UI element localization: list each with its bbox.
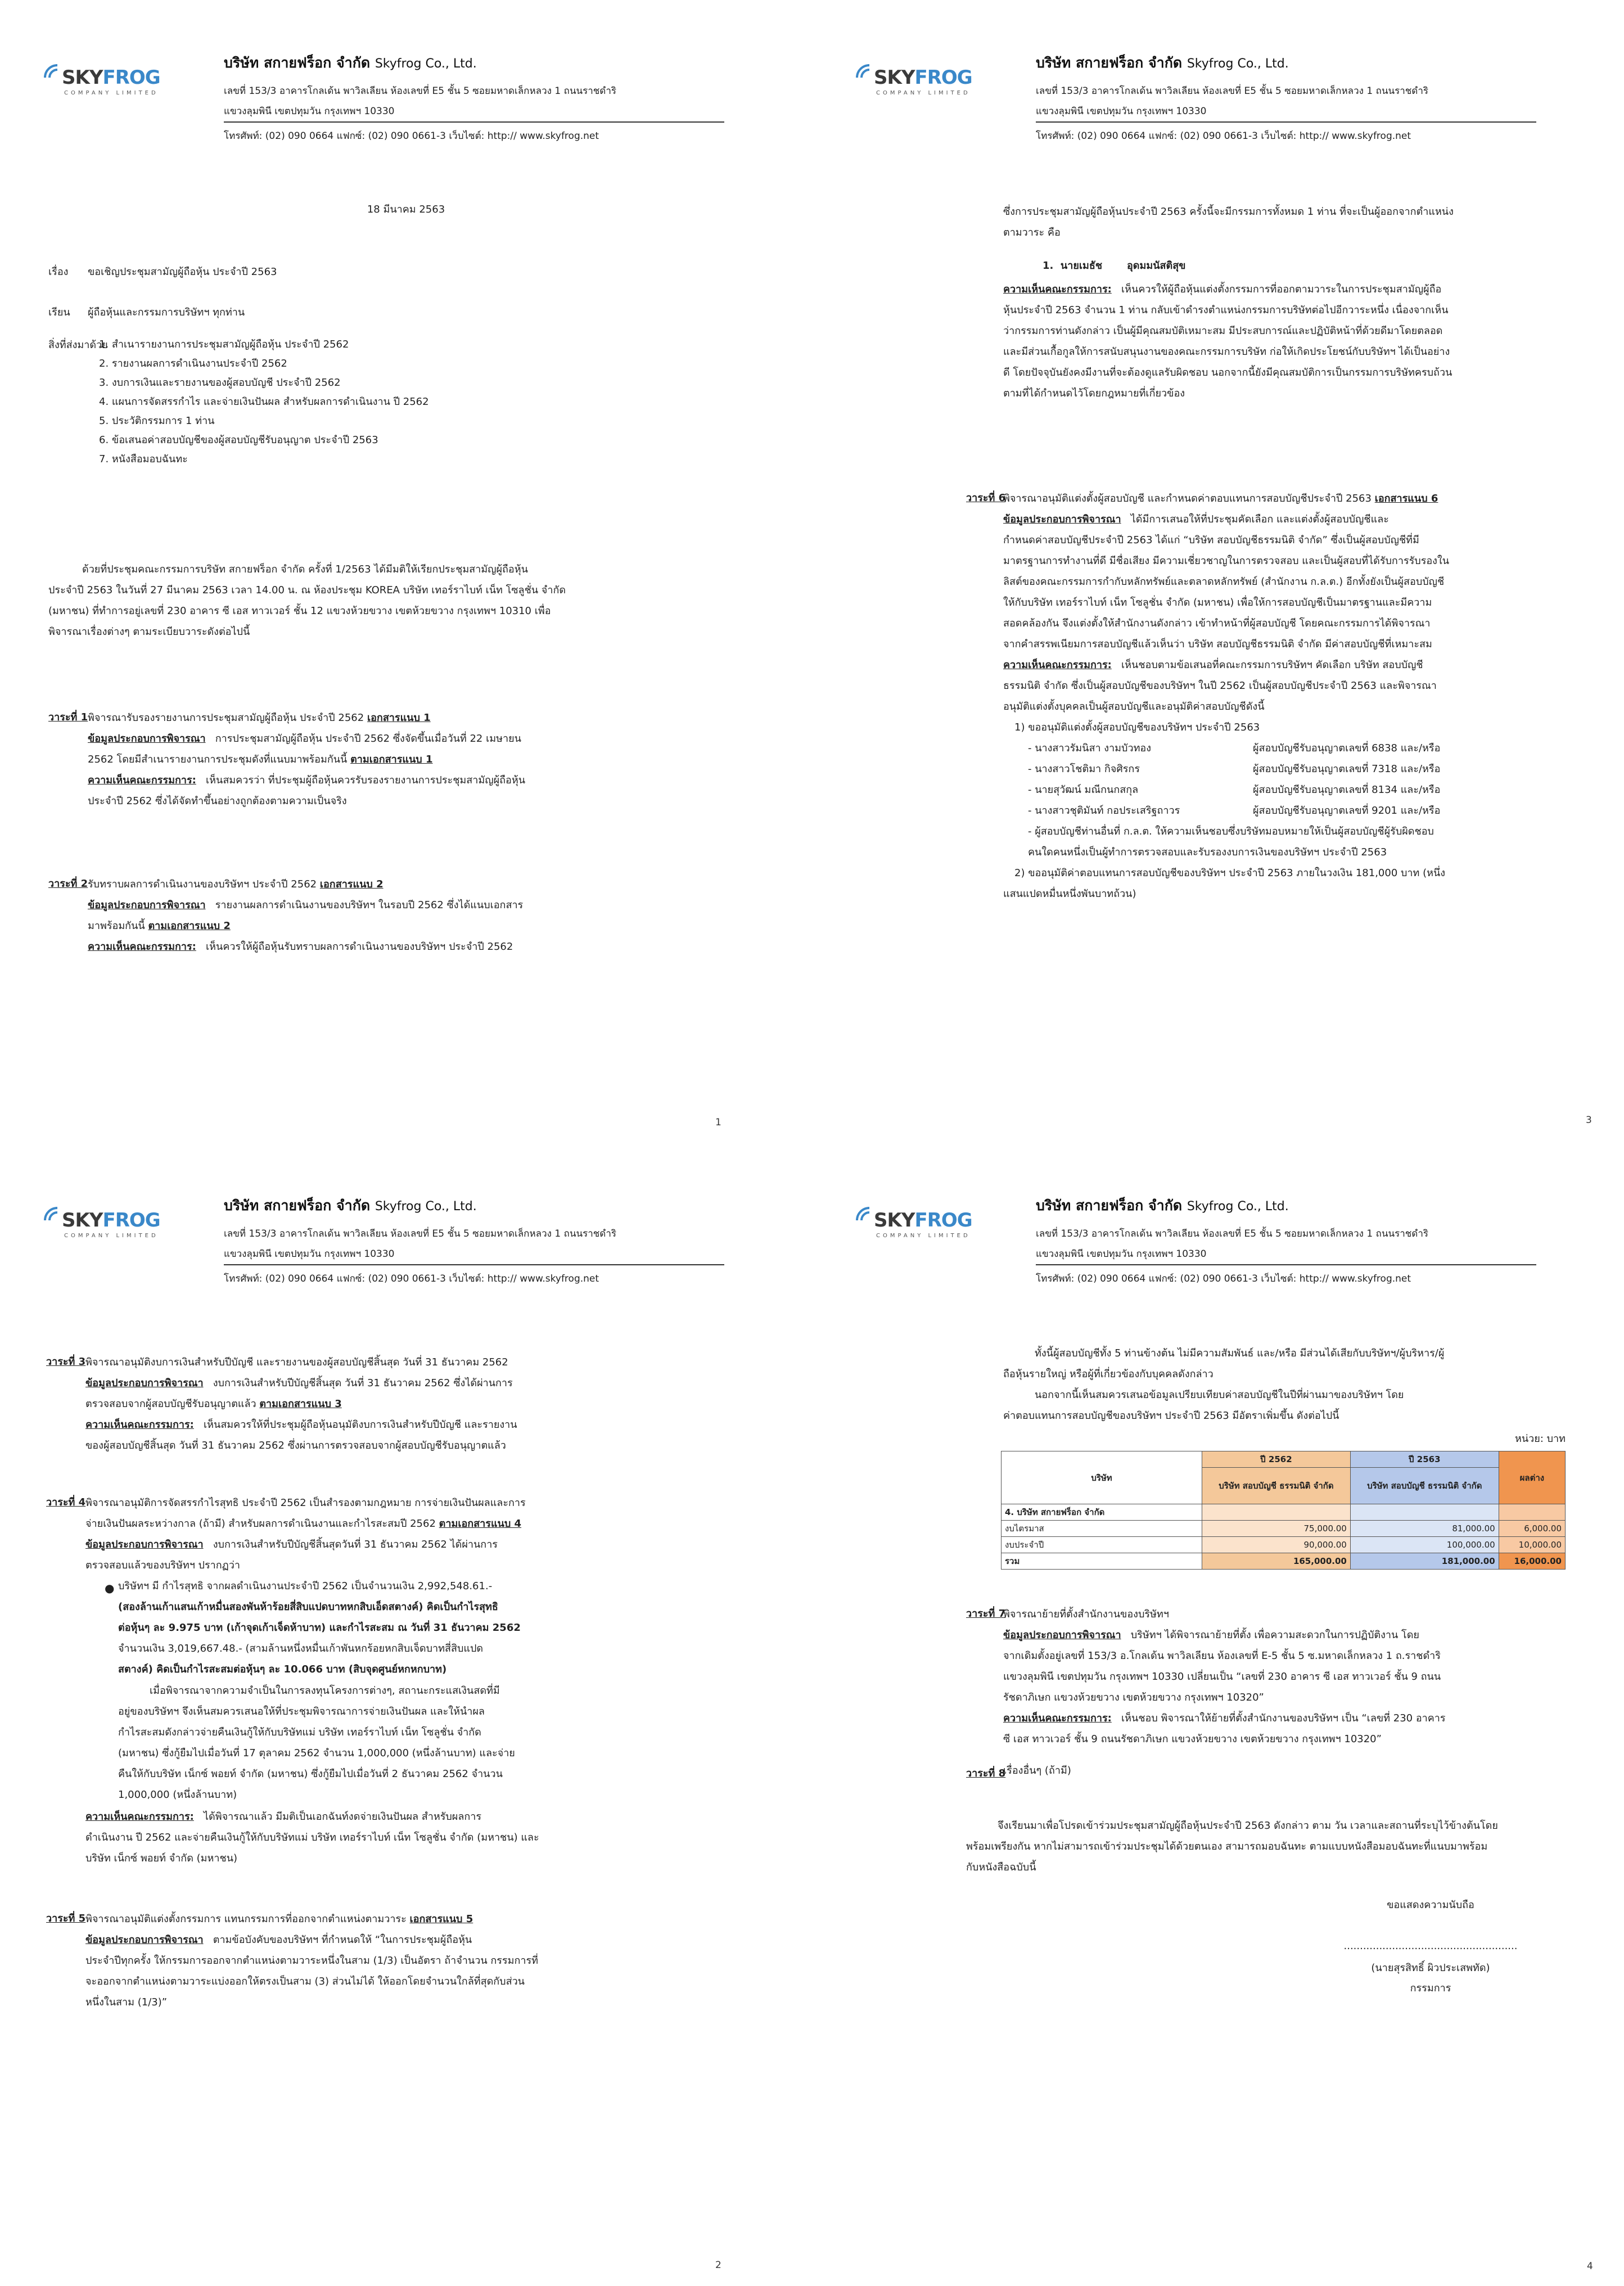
table-header-auditor-2562: บริษัท สอบบัญชี ธรรมนิติ จำกัด bbox=[1202, 1468, 1351, 1504]
signer-name: (นายสุรสิทธิ์ ผิวประเสพทัด) bbox=[1371, 1962, 1490, 1974]
subject-text: ขอเชิญประชุมสามัญผู้ถือหุ้น ประจำปี 2563 bbox=[88, 266, 277, 278]
intro-paragraph: ด้วยที่ประชุมคณะกรรมการบริษัท สกายฟร็อก จำกัด ครั้งที่ 1/2563 ได้มีมติให้เรียกประชุมสามัญผู้ถือหุ้น ประจำปี 2563 ในวันที่ 27 มีนาคม 2563 เวลา 14.00 น. ณ ห้องประชุม KOREA บริษัท เทอร์ราไบท์ เน็ท โซลูชั่น จำกัด (มหาชน) ที่ทำการอยู่เลขที่ 230 อาคาร ซี เอส ทาวเวอร์ ชั้น 12 แขวงห้วยขวาง เขตห้วยขวาง กรุงเทพฯ 10310 เพื่อ พิจารณาเรื่องต่างๆ ตามระเบียบวาระดังต่อไปนี้ bbox=[48, 563, 566, 638]
company-name: บริษัท สกายฟร็อก จำกัด Skyfrog Co., Ltd. bbox=[224, 55, 477, 71]
company-name: บริษัท สกายฟร็อก จำกัด Skyfrog Co., Ltd. bbox=[224, 1197, 477, 1214]
agenda-2-label: วาระที่ 2 bbox=[48, 878, 88, 890]
table-header-2563: ปี 2563 bbox=[1350, 1451, 1499, 1468]
table-header-company: บริษัท bbox=[1002, 1451, 1202, 1504]
item-2-text: 2) ขออนุมัติค่าตอบแทนการสอบบัญชีของบริษัทฯ ประจำปี 2563 ภายในวงเงิน 181,000 บาท (หนึ่ง แสนแปดหมื่นหนึ่งพันบาทถ้วน) bbox=[1003, 867, 1446, 900]
page-3 bbox=[812, 0, 1624, 1143]
table-row: งบไตรมาส 75,000.00 81,000.00 6,000.00 bbox=[1002, 1521, 1566, 1537]
company-logo: SKYFROG COMPANY LIMITED bbox=[852, 61, 1021, 111]
list-item: 5. ประวัติกรรมการ 1 ท่าน bbox=[99, 415, 215, 427]
header-divider bbox=[224, 121, 724, 123]
contact-line: โทรศัพท์: (02) 090 0664 แฟกซ์: (02) 090 0661-3 เว็บไซต์: http:// www.skyfrog.net bbox=[224, 130, 599, 142]
agenda-4-opinion: ความเห็นคณะกรรมการ: ได้พิจารณาแล้ว มีมติเป็นเอกฉันท์งดจ่ายเงินปันผล สำหรับผลการ ดำเนินงาน ปี 2562 และจ่ายคืนเงินกู้ให้กับบริษัทแม่ บริษัท เทอร์ราไบท์ เน็ท โซลูชั่น จำกัด (มหาชน) และ บริษัท เน็กซ์ พอยท์ จำกัด (มหาชน) bbox=[85, 1811, 539, 1864]
address-line-1: เลขที่ 153/3 อาคารโกลเด้น พาวิลเลียน ห้องเลขที่ E5 ชั้น 5 ซอยมหาดเล็กหลวง 1 ถนนราชดำริ bbox=[1036, 85, 1429, 97]
list-item: 1. สำเนารายงานการประชุมสามัญผู้ถือหุ้น ประจำปี 2562 bbox=[99, 339, 349, 350]
table-row: งบประจำปี 90,000.00 100,000.00 10,000.00 bbox=[1002, 1537, 1566, 1553]
header-divider bbox=[1036, 121, 1536, 123]
address-line-2: แขวงลุมพินี เขตปทุมวัน กรุงเทพฯ 10330 bbox=[1036, 1248, 1207, 1260]
to-text: ผู้ถือหุ้นและกรรมการบริษัทฯ ทุกท่าน bbox=[88, 306, 245, 318]
page-number: 3 bbox=[1586, 1115, 1592, 1126]
table-header-2562: ปี 2562 bbox=[1202, 1451, 1351, 1468]
list-item: 6. ข้อเสนอค่าสอบบัญชีของผู้สอบบัญชีรับอนุญาต ประจำปี 2563 bbox=[99, 434, 378, 446]
bullet-icon: ● bbox=[105, 1581, 115, 1595]
agenda-4-body: พิจารณาอนุมัติการจัดสรรกำไรสุทธิ ประจำปี 2562 เป็นสำรองตามกฎหมาย การจ่ายเงินปันผลและการ จ่ายเงินปันผลระหว่างกาล (ถ้ามี) สำหรับผลการดำเนินงานและกำไรสะสมปี 2562 ตามเอกสารแนบ 4 ข้อมูลประกอบการพิจารณา งบการเงินสำหรับปีบัญชีสิ้นสุดวันที่ 31 ธันวาคม 2562 ได้ผ่านการ ตรวจสอบแล้วของบริษัทฯ ปรากฏว่า bbox=[85, 1497, 526, 1571]
page-number: 4 bbox=[1587, 2261, 1593, 2272]
signature-line: ...................................................... bbox=[1343, 1940, 1518, 1952]
company-name: บริษัท สกายฟร็อก จำกัด Skyfrog Co., Ltd. bbox=[1036, 1197, 1289, 1214]
address-line-2: แขวงลุมพินี เขตปทุมวัน กรุงเทพฯ 10330 bbox=[1036, 106, 1207, 117]
company-logo: SKYFROG COMPANY LIMITED bbox=[40, 61, 209, 111]
to-label: เรียน bbox=[48, 306, 70, 318]
list-item: - นางสาวโชติมา กิจศิรกร ผู้สอบบัญชีรับอนุญาตเลขที่ 7318 และ/หรือ bbox=[1028, 763, 1441, 775]
closing-paragraph: จึงเรียนมาเพื่อโปรดเข้าร่วมประชุมสามัญผู้ถือหุ้นประจำปี 2563 ดังกล่าว ตาม วัน เวลาและสถานที่ระบุไว้ข้างต้นโดย พร้อมเพรียงกัน หากไม่สามารถเข้าร่วมประชุมได้ด้วยตนเอง สามารถมอบฉันทะ ตามแบบหนังสือมอบฉันทะที่แนบมาพร้อม กับหนังสือฉบับนี้ bbox=[966, 1820, 1498, 1873]
subject-label: เรื่อง bbox=[48, 266, 69, 278]
unit-label: หน่วย: บาท bbox=[1515, 1433, 1566, 1445]
audit-fee-table bbox=[1001, 1451, 1566, 1570]
list-item: 7. หนังสือมอบฉันทะ bbox=[99, 453, 188, 465]
contact-line: โทรศัพท์: (02) 090 0664 แฟกซ์: (02) 090 0661-3 เว็บไซต์: http:// www.skyfrog.net bbox=[224, 1273, 599, 1284]
page-1 bbox=[0, 0, 812, 1143]
company-logo: SKYFROG COMPANY LIMITED bbox=[852, 1203, 1021, 1254]
agenda-6-label: วาระที่ 6 bbox=[966, 492, 1006, 504]
agenda-5-body: พิจารณาอนุมัติแต่งตั้งกรรมการ แทนกรรมการที่ออกจากตำแหน่งตามวาระ เอกสารแนบ 5 ข้อมูลประกอบการพิจารณา ตามข้อบังคับของบริษัทฯ ที่กำหนดให้ “ในการประชุมผู้ถือหุ้น ประจำปีทุกครั้ง ให้กรรมการออกจากตำแหน่งตามวาระหนึ่งในสาม (1/3) เป็นอัตรา ถ้าจำนวน กรรมการที่ จะออกจากตำแหน่งตามวาระแบ่งออกให้ตรงเป็นสาม (3) ส่วนไม่ได้ ให้ออกโดยจำนวนใกล้ที่สุดกับส่วน หนึ่งในสาม (1/3)” bbox=[85, 1913, 538, 2008]
page-4-intro: ทั้งนี้ผู้สอบบัญชีทั้ง 5 ท่านข้างต้น ไม่มีความสัมพันธ์ และ/หรือ มีส่วนได้เสียกับบริษัทฯ/ผู้บริหาร/ผู้ ถือหุ้นรายใหญ่ หรือผู้ที่เกี่ยวข้องกับบุคคลดังกล่าว นอกจากนี้เห็นสมควรเสนอข้อมูลเปรียบเทียบค่าสอบบัญชีในปีที่ผ่านมาของบริษัทฯ โดย ค่าตอบแทนการสอบบัญชีของบริษัทฯ ประจำปี 2563 มีอัตราเพิ่มขึ้น ดังต่อไปนี้ bbox=[1003, 1347, 1445, 1422]
agenda-8-label: วาระที่ 8 bbox=[966, 1768, 1006, 1779]
page-number: 2 bbox=[715, 2260, 721, 2271]
agenda-3-body: พิจารณาอนุมัติงบการเงินสำหรับปีบัญชี และรายงานของผู้สอบบัญชีสิ้นสุด วันที่ 31 ธันวาคม 2562 ข้อมูลประกอบการพิจารณา งบการเงินสำหรับปีบัญชีสิ้นสุด วันที่ 31 ธันวาคม 2562 ซึ่งได้ผ่านการ ตรวจสอบจากผู้สอบบัญชีรับอนุญาตแล้ว ตามเอกสารแนบ 3 ความเห็นคณะกรรมการ: เห็นสมควรให้ที่ประชุมผู้ถือหุ้นอนุมัติงบการเงินสำหรับปีบัญชี และรายงาน ของผู้สอบบัญชีสิ้นสุด วันที่ 31 ธันวาคม 2562 ซึ่งผ่านการตรวจสอบจากผู้สอบบัญชีรับอนุญาตแล้ว bbox=[85, 1356, 517, 1451]
agenda-7-body: พิจารณาย้ายที่ตั้งสำนักงานของบริษัทฯ ข้อมูลประกอบการพิจารณา บริษัทฯ ได้พิจารณาย้ายที่ตั้ง เพื่อความสะดวกในการปฏิบัติงาน โดย จากเดิมตั้งอยู่เลขที่ 153/3 อ.โกลเด้น พาวิลเลียน ห้องเลขที่ E-5 ชั้น 5 ซ.มหาดเล็กหลวง 1 ถ.ราชดำริ แขวงลุมพินี เขตปทุมวัน กรุงเทพฯ 10330 เปลี่ยนเป็น “เลขที่ 230 อาคาร ซี เอส ทาวเวอร์ ชั้น 9 ถนน รัชดาภิเษก แขวงห้วยขวาง เขตห้วยขวาง กรุงเทพฯ 10320” ความเห็นคณะกรรมการ: เห็นชอบ พิจารณาให้ย้ายที่ตั้งสำนักงานของบริษัทฯ เป็น “เลขที่ 230 อาคาร ซี เอส ทาวเวอร์ ชั้น 9 ถนนรัชดาภิเษก แขวงห้วยขวาง เขตห้วยขวาง กรุงเทพฯ 10320” bbox=[1003, 1608, 1446, 1745]
profit-bullet: บริษัทฯ มี กำไรสุทธิ จากผลดำเนินงานประจำปี 2562 เป็นจำนวนเงิน 2,992,548.61.- (สองล้านเก้าแสนเก้าหมื่นสองพันห้าร้อยสี่สิบแปดบาทหกสิบเอ็ดสตางค์) คิดเป็นกำไรสุทธิ ต่อหุ้นๆ ละ 9.975 บาท (เก้าจุดเก้าเจ็ดห้าบาท) และกำไรสะสม ณ วันที่ 31 ธันวาคม 2562 จำนวนเงิน 3,019,667.48.- (สามล้านหนึ่งหมื่นเก้าพันหกร้อยหกสิบเจ็ดบาทสี่สิบแปด สตางค์) คิดเป็นกำไรสะสมต่อหุ้นๆ ละ 10.066 บาท (สิบจุดศูนย์หกหกบาท) bbox=[118, 1580, 521, 1675]
header-divider bbox=[1036, 1264, 1536, 1265]
agenda-4-label: วาระที่ 4 bbox=[46, 1496, 86, 1508]
page-4 bbox=[812, 1143, 1624, 2285]
address-line-1: เลขที่ 153/3 อาคารโกลเด้น พาวิลเลียน ห้องเลขที่ E5 ชั้น 5 ซอยมหาดเล็กหลวง 1 ถนนราชดำริ bbox=[224, 85, 617, 97]
company-logo: SKYFROG COMPANY LIMITED bbox=[40, 1203, 209, 1254]
wifi-arc-icon bbox=[40, 61, 63, 83]
header-divider bbox=[224, 1264, 724, 1265]
contact-line: โทรศัพท์: (02) 090 0664 แฟกซ์: (02) 090 0661-3 เว็บไซต์: http:// www.skyfrog.net bbox=[1036, 1273, 1411, 1284]
list-item: 4. แผนการจัดสรรกำไร และจ่ายเงินปันผล สำหรับผลการดำเนินงาน ปี 2562 bbox=[99, 396, 429, 408]
agenda-7-label: วาระที่ 7 bbox=[966, 1608, 1006, 1620]
list-item: 3. งบการเงินและรายงานของผู้สอบบัญชี ประจำปี 2562 bbox=[99, 377, 341, 389]
auditor-list: - นางสาวรัมนิสา งามบัวทอง ผู้สอบบัญชีรับอนุญาตเลขที่ 6838 และ/หรือ - นางสาวโชติมา กิจศิรกร ผู้สอบบัญชีรับอนุญาตเลขที่ 7318 และ/หรือ - นายสุวัฒน์ มณีกนกสกุล ผู้สอบบัญชีรับอนุญาตเลขที่ 8134 และ/หรือ - นางสาวชุติมันท์ กอประเสริฐถาวร ผู้สอบบัญชีรับอนุญาตเลขที่ 9201 และ/หรือ - ผู้สอบบัญชีท่านอื่นที่ ก.ล.ต. ให้ความเห็นชอบซึ่งบริษัทมอบหมายให้เป็นผู้สอบบัญชีผู้รับผิดชอบ คนใดคนหนึ่งเป็นผู้ทำการตรวจสอบและรับรองงบการเงินของบริษัทฯ ประจำปี 2563 bbox=[1028, 738, 1568, 863]
agenda-5-label: วาระที่ 5 bbox=[46, 1913, 86, 1924]
table-total-row: รวม 165,000.00 181,000.00 16,000.00 bbox=[1002, 1553, 1566, 1570]
table-header-auditor-2563: บริษัท สอบบัญชี ธรรมนิติ จำกัด bbox=[1350, 1468, 1499, 1504]
address-line-2: แขวงลุมพินี เขตปทุมวัน กรุงเทพฯ 10330 bbox=[224, 106, 395, 117]
continuation-text: ซึ่งการประชุมสามัญผู้ถือหุ้นประจำปี 2563 ครั้งนี้จะมีกรรมการทั้งหมด 1 ท่าน ที่จะเป็นผู้ออกจากตำแหน่ง ตามวาระ คือ bbox=[1003, 206, 1454, 238]
wifi-arc-icon bbox=[852, 61, 875, 83]
list-item: 2. รายงานผลการดำเนินงานประจำปี 2562 bbox=[99, 358, 287, 369]
page-number: 1 bbox=[715, 1117, 721, 1128]
agenda-6-body: พิจารณาอนุมัติแต่งตั้งผู้สอบบัญชี และกำหนดค่าตอบแทนการสอบบัญชีประจำปี 2563 เอกสารแนบ 6 ข้อมูลประกอบการพิจารณา ได้มีการเสนอให้ที่ประชุมคัดเลือก และแต่งตั้งผู้สอบบัญชีและ กำหนดค่าสอบบัญชีประจำปี 2563 ได้แก่ “บริษัท สอบบัญชีธรรมนิติ จำกัด” ซึ่งเป็นผู้สอบบัญชีที่มี มาตรฐานการทำงานที่ดี มีชื่อเสียง มีความเชี่ยวชาญในการตรวจสอบ และเป็นผู้สอบที่ได้รับการรับรองใน ลิสต์ของคณะกรรมการกำกับหลักทรัพย์และตลาดหลักทรัพย์ (สำนักงาน ก.ล.ต.) อีกทั้งยังเป็นผู้สอบบัญชี ให้กับบริษัท เทอร์ราไบท์ เน็ท โซลูชั่น จำกัด (มหาชน) เพื่อให้การสอบบัญชีเป็นมาตรฐานและมีความ สอดคล้องกัน จึงแต่งตั้งให้สำนักงานดังกล่าว เข้าทำหน้าที่ผู้สอบบัญชี โดยคณะกรรมการได้พิจารณา จากคำสรรพเนียมการสอบบัญชีแล้วเห็นว่า บริษัท สอบบัญชีธรรมนิติ จำกัด มีค่าสอบบัญชีที่เหมาะสม ความเห็นคณะกรรมการ: เห็นชอบตามข้อเสนอที่คณะกรรมการบริษัทฯ คัดเลือก บริษัท สอบบัญชี ธรรมนิติ จำกัด ซึ่งเป็นผู้สอบบัญชีของบริษัทฯ ในปี 2562 เป็นผู้สอบบัญชีประจำปี 2563 และพิจารณา อนุมัติแต่งตั้งบุคคลเป็นผู้สอบบัญชีและอนุมัติค่าสอบบัญชีดังนี้ 1) ขออนุมัติแต่งตั้งผู้สอบบัญชีของบริษัทฯ ประจำปี 2563 bbox=[1003, 493, 1450, 733]
agenda-2-body: รับทราบผลการดำเนินงานของบริษัทฯ ประจำปี 2562 เอกสารแนบ 2 ข้อมูลประกอบการพิจารณา รายงานผลการดำเนินงานของบริษัทฯ ในรอบปี 2562 ซึ่งได้แนบเอกสาร มาพร้อมกันนี้ ตามเอกสารแนบ 2 ความเห็นคณะกรรมการ: เห็นควรให้ผู้ถือหุ้นรับทราบผลการดำเนินงานของบริษัทฯ ประจำปี 2562 bbox=[88, 878, 524, 953]
contact-line: โทรศัพท์: (02) 090 0664 แฟกซ์: (02) 090 0661-3 เว็บไซต์: http:// www.skyfrog.net bbox=[1036, 130, 1411, 142]
address-line-1: เลขที่ 153/3 อาคารโกลเด้น พาวิลเลียน ห้องเลขที่ E5 ชั้น 5 ซอยมหาดเล็กหลวง 1 ถนนราชดำริ bbox=[224, 1228, 617, 1239]
table-header-diff: ผลต่าง bbox=[1499, 1451, 1565, 1504]
letter-date: 18 มีนาคม 2563 bbox=[367, 204, 445, 215]
list-item: - นางสาวชุติมันท์ กอประเสริฐถาวร ผู้สอบบัญชีรับอนุญาตเลขที่ 9201 และ/หรือ bbox=[1028, 805, 1441, 817]
list-item: - นายสุวัฒน์ มณีกนกสกุล ผู้สอบบัญชีรับอนุญาตเลขที่ 8134 และ/หรือ bbox=[1028, 784, 1441, 796]
signer-title: กรรมการ bbox=[1410, 1982, 1451, 1994]
agenda-1-body: พิจารณารับรองรายงานการประชุมสามัญผู้ถือหุ้น ประจำปี 2562 เอกสารแนบ 1 ข้อมูลประกอบการพิจารณา การประชุมสามัญผู้ถือหุ้น ประจำปี 2562 ซึ่งจัดขึ้นเมื่อวันที่ 22 เมษายน 2562 โดยมีสำเนารายงานการประชุมดังที่แนบมาพร้อมกันนี้ ตามเอกสารแนบ 1 ความเห็นคณะกรรมการ: เห็นสมควรว่า ที่ประชุมผู้ถือหุ้นควรรับรองรายงานการประชุมสามัญผู้ถือหุ้น ประจำปี 2562 ซึ่งได้จัดทำขึ้นอย่างถูกต้องตามความเป็นจริง bbox=[88, 712, 526, 807]
wifi-arc-icon bbox=[852, 1203, 875, 1226]
page-2 bbox=[0, 1143, 812, 2285]
agenda-1-label: วาระที่ 1 bbox=[48, 711, 88, 723]
list-item: - นางสาวรัมนิสา งามบัวทอง ผู้สอบบัญชีรับอนุญาตเลขที่ 6838 และ/หรือ bbox=[1028, 742, 1441, 754]
agenda-4-paragraph: เมื่อพิจารณาจากความจำเป็นในการลงทุนโครงการต่างๆ, สถานะกระแสเงินสดที่มี อยู่ของบริษัทฯ จึงเห็นสมควรเสนอให้ที่ประชุมพิจารณาการจ่ายเงินปันผล และให้นำผล กำไรสะสมดังกล่าวจ่ายคืนเงินกู้ให้กับบริษัทแม่ บริษัท เทอร์ราไบท์ เน็ท โซลูชั่น จำกัด (มหาชน) ซึ่งกู้ยืมไปเมื่อวันที่ 17 ตุลาคม 2562 จำนวน 1,000,000 (หนึ่งล้านบาท) และจ่าย คืนให้กับบริษัท เน็กซ์ พอยท์ จำกัด (มหาชน) ซึ่งกู้ยืมไปเมื่อวันที่ 2 ธันวาคม 2562 จำนวน 1,000,000 (หนึ่งล้านบาท) bbox=[118, 1685, 515, 1801]
agenda-3-label: วาระที่ 3 bbox=[46, 1356, 86, 1368]
regards-text: ขอแสดงความนับถือ bbox=[1387, 1899, 1474, 1911]
agenda-8-title: เรื่องอื่นๆ (ถ้ามี) bbox=[1003, 1765, 1071, 1777]
enclosures-label: สิ่งที่ส่งมาด้วย bbox=[48, 339, 108, 351]
director-name: 1. นายเมธัช อุดมมนัสติสุข bbox=[1043, 260, 1186, 272]
wifi-arc-icon bbox=[40, 1203, 63, 1226]
address-line-2: แขวงลุมพินี เขตปทุมวัน กรุงเทพฯ 10330 bbox=[224, 1248, 395, 1260]
director-opinion: ความเห็นคณะกรรมการ: เห็นควรให้ผู้ถือหุ้นแต่งตั้งกรรมการที่ออกตามวาระในการประชุมสามัญผู้ถือ หุ้นประจำปี 2563 จำนวน 1 ท่าน กลับเข้าดำรงตำแหน่งกรรมการบริษัทต่อไปอีกวาระหนึ่ง เนื่องจากเห็น ว่ากรรมการท่านดังกล่าว เป็นผู้มีคุณสมบัติเหมาะสม มีประสบการณ์และปฏิบัติหน้าที่ด้วยดีมาโดยตลอด และมีส่วนเกื้อกูลให้การสนับสนุนงานของคณะกรรมการบริษัท ก่อให้เกิดประโยชน์กับบริษัทฯ ได้เป็นอย่าง ดี โดยปัจจุบันยังคงมีงานที่จะต้องดูแลรับผิดชอบ นอกจากนี้ยังมีคุณสมบัติการเป็นกรรมการบริษัทครบถ้วน ตามที่ได้กำหนดไว้โดยกฎหมายที่เกี่ยวข้อง bbox=[1003, 283, 1452, 399]
company-name: บริษัท สกายฟร็อก จำกัด Skyfrog Co., Ltd. bbox=[1036, 55, 1289, 71]
table-section: 4. บริษัท สกายฟร็อก จำกัด bbox=[1002, 1504, 1202, 1521]
address-line-1: เลขที่ 153/3 อาคารโกลเด้น พาวิลเลียน ห้องเลขที่ E5 ชั้น 5 ซอยมหาดเล็กหลวง 1 ถนนราชดำริ bbox=[1036, 1228, 1429, 1239]
enclosures-list bbox=[99, 335, 429, 469]
